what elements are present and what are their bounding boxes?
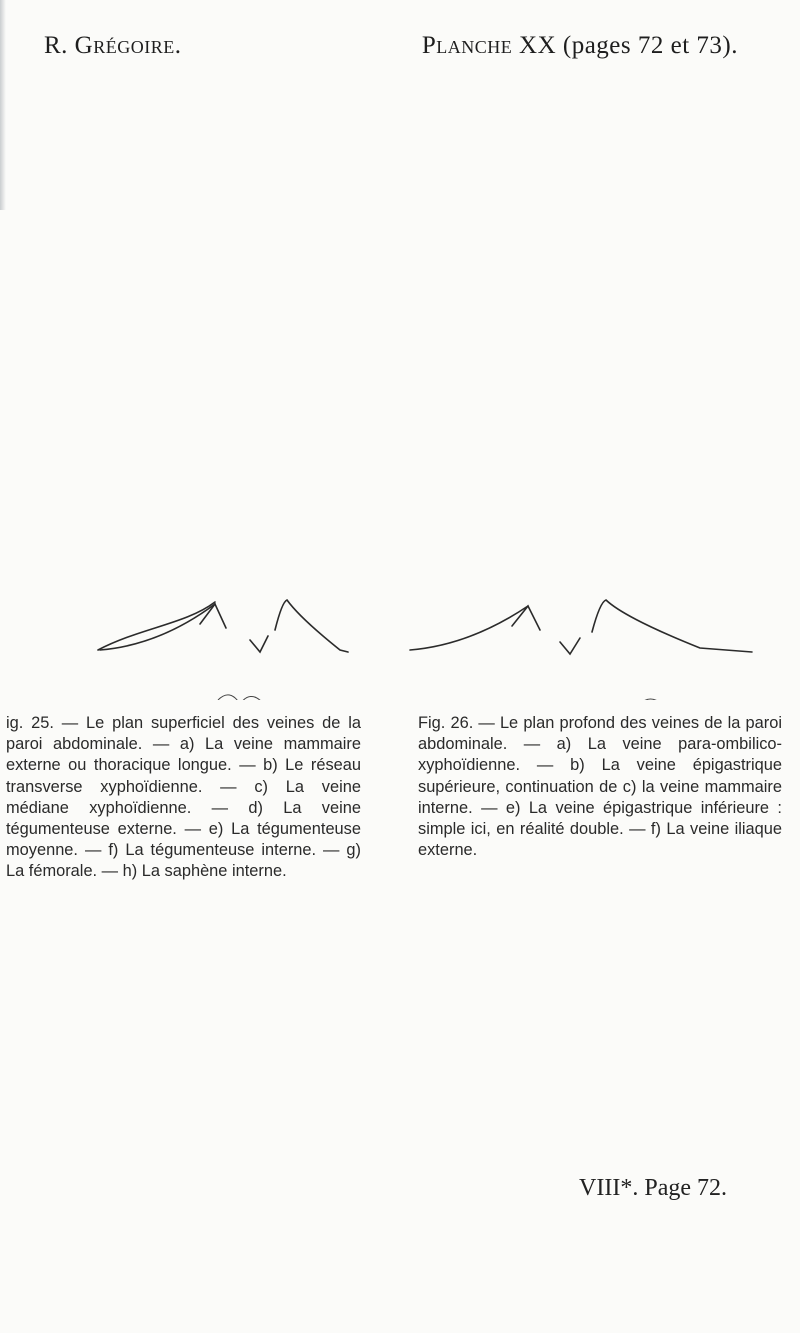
figure-26-caption: [418, 713, 782, 861]
figure-25-caption: [6, 713, 361, 883]
figure-25-marks: [135, 695, 330, 700]
figure-26-marks: [480, 699, 714, 700]
author-name: R. Grégoire.: [44, 32, 182, 59]
figure-26-number: Fig. 26.: [418, 714, 474, 732]
figure-26-text: — Le plan profond des veines de la paroi abdominale. — a) La veine para-ombilico-xyphoïdienne. — b) La veine épigastrique supérieure, continuation de c) la veine mammaire interne. — e) La veine épigastrique inférieure : simple ici, en réalité double. — f) La veine iliaque externe.: [418, 714, 782, 860]
figure-25-number: ig. 25.: [6, 714, 54, 732]
fig25-shoulder-line: [98, 602, 215, 650]
plate-word: Planche: [421, 32, 513, 59]
figure-25-drawing: [50, 600, 348, 700]
figure-26-drawing: [410, 600, 752, 700]
figure-25-text: — Le plan superficiel des veines de la paroi abdominale. — a) La veine mammaire externe ou thoracique longue. — b) Le réseau transverse xyphoïdienne. — c) La veine médiane xyphoïdienne. — d) La veine tégumenteuse externe. — e) La tégumenteuse moyenne. — f) La tégumenteuse interne. — g) La fémorale. — h) La saphène interne.: [6, 714, 361, 881]
page-folio: VIII*. Page 72.: [579, 1175, 727, 1201]
plate-pages: XX (pages 72 et 73).: [512, 32, 738, 59]
